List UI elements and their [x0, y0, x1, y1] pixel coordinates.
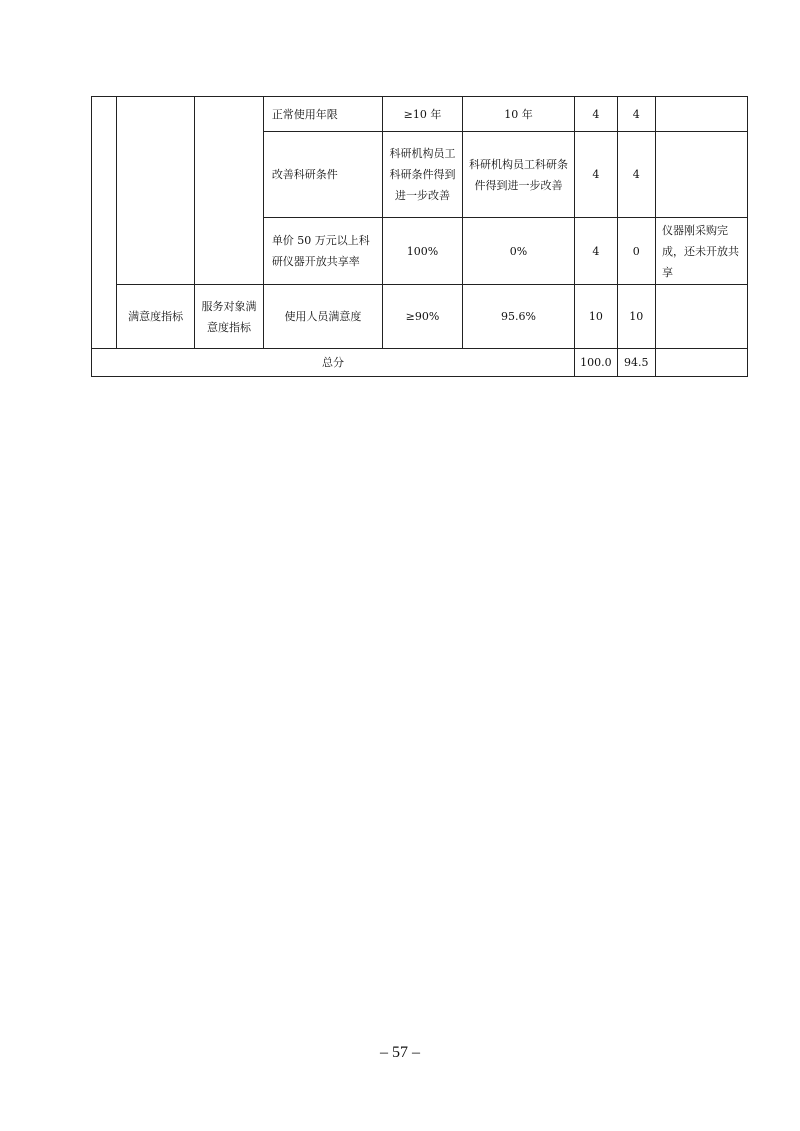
weight-cell: 4	[575, 97, 617, 132]
subcategory-cell: 服务对象满意度指标	[195, 285, 264, 349]
category-cell	[117, 97, 195, 285]
actual-cell: 10 年	[462, 97, 574, 132]
actual-cell: 科研机构员工科研条件得到进一步改善	[462, 132, 574, 218]
target-cell: ≥10 年	[383, 97, 463, 132]
table-row	[92, 285, 748, 349]
total-remark	[655, 349, 747, 377]
weight-cell: 10	[575, 285, 617, 349]
target-cell: 科研机构员工科研条件得到进一步改善	[383, 132, 463, 218]
metric-cell: 改善科研条件	[263, 132, 382, 218]
metric-cell: 使用人员满意度	[263, 285, 382, 349]
category-cell: 满意度指标	[117, 285, 195, 349]
page-number: – 57 –	[380, 1044, 420, 1061]
target-cell: 100%	[383, 218, 463, 285]
total-label: 总分	[92, 349, 575, 377]
score-cell: 0	[617, 218, 655, 285]
score-cell: 10	[617, 285, 655, 349]
total-score: 94.5	[617, 349, 655, 377]
remark-cell	[655, 285, 747, 349]
total-weight: 100.0	[575, 349, 617, 377]
target-cell: ≥90%	[383, 285, 463, 349]
score-cell: 4	[617, 97, 655, 132]
remark-cell: 仪器刚采购完成，还未开放共享	[655, 218, 747, 285]
score-cell: 4	[617, 132, 655, 218]
metric-cell: 单价 50 万元以上科研仪器开放共享率	[263, 218, 382, 285]
subcategory-cell	[195, 97, 264, 285]
weight-cell: 4	[575, 132, 617, 218]
table-row	[92, 97, 748, 132]
remark-cell	[655, 97, 747, 132]
total-row	[92, 349, 748, 377]
actual-cell: 0%	[462, 218, 574, 285]
level1-cell	[92, 97, 117, 349]
remark-cell	[655, 132, 747, 218]
actual-cell: 95.6%	[462, 285, 574, 349]
performance-table	[91, 96, 748, 377]
weight-cell: 4	[575, 218, 617, 285]
metric-cell: 正常使用年限	[263, 97, 382, 132]
